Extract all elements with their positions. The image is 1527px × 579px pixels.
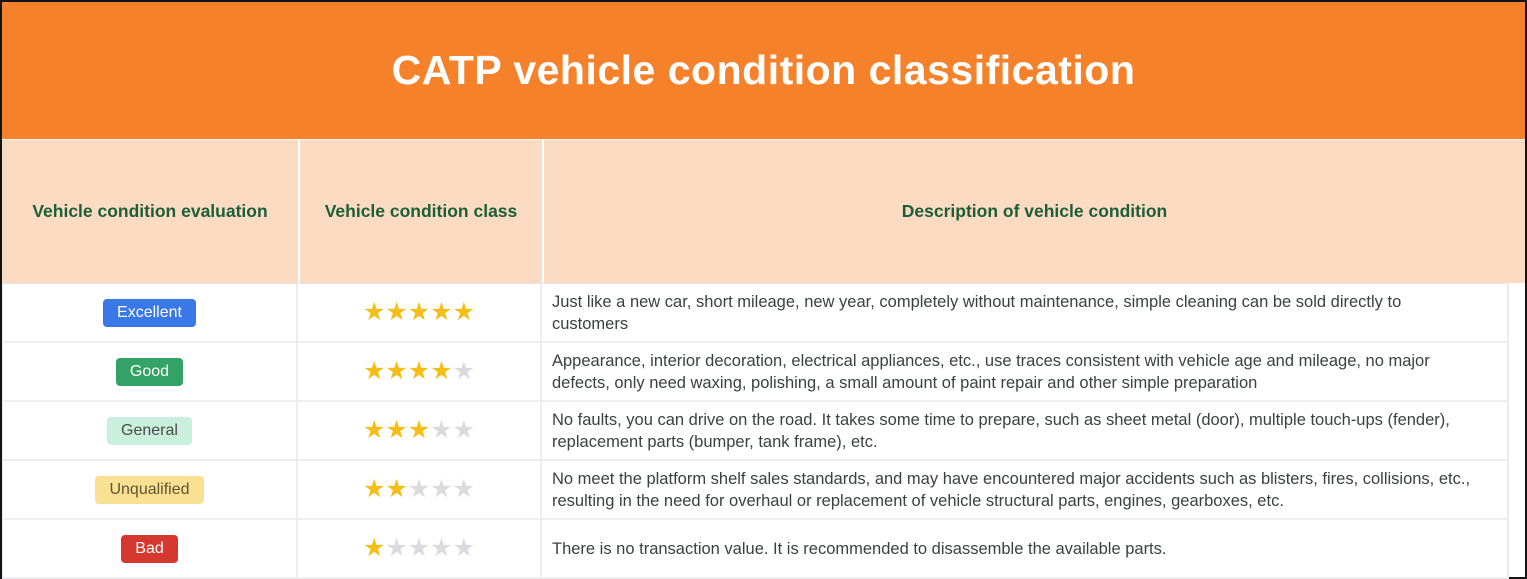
star-icon: ★ [430,534,453,562]
description-cell: There is no transaction value. It is recommended to disassemble the available parts. [552,539,1167,558]
star-icon: ★ [407,534,431,562]
star-rating [363,359,475,384]
evaluation-cell [3,284,298,341]
condition-badge: Unqualified [95,476,203,504]
star-icon: ★ [385,416,408,444]
condition-badge: Good [116,358,183,386]
star-icon: ★ [362,475,386,503]
app-banner [2,2,1525,140]
star-icon: ★ [430,416,453,444]
star-icon: ★ [430,298,453,326]
page-title: CATP vehicle condition classification [391,47,1136,93]
star-icon: ★ [362,534,386,562]
description-cell: No faults, you can drive on the road. It takes some time to prepare, such as sheet metal (door), multiple touch-ups (fender), replacement parts (bumper, tank frame), etc. [552,410,1450,451]
evaluation-cell [3,520,298,577]
class-cell [298,520,542,577]
header-cell-class: Vehicle condition class [298,140,542,283]
table-header [2,140,1525,283]
condition-badge: General [107,417,192,445]
star-icon: ★ [452,534,476,562]
star-icon: ★ [407,357,431,385]
star-icon: ★ [430,357,453,385]
table-body [2,283,1509,579]
condition-badge: Bad [121,535,177,563]
header-cell-description: Description of vehicle condition [542,140,1525,283]
star-icon: ★ [385,475,408,503]
evaluation-cell [3,343,298,400]
header-cell-evaluation: Vehicle condition evaluation [32,201,268,221]
condition-badge: Excellent [103,299,196,327]
star-icon: ★ [362,298,386,326]
description-cell: No meet the platform shelf sales standards, and may have encountered major accidents such as blisters, fires, collisions, etc., resulting in the need for overhaul or replacement of vehicle structural parts, engines, gearboxes, etc. [552,469,1471,510]
class-cell [298,284,542,341]
description-cell: Just like a new car, short mileage, new year, completely without maintenance, simple cleaning can be sold directly to customers [552,292,1402,333]
table-row [3,343,1507,402]
star-icon: ★ [385,534,408,562]
class-cell [298,402,542,459]
star-icon: ★ [452,357,476,385]
evaluation-cell [3,461,298,518]
class-cell [298,343,542,400]
star-icon: ★ [407,475,431,503]
star-rating [363,536,475,561]
star-icon: ★ [430,475,453,503]
star-icon: ★ [407,416,431,444]
star-icon: ★ [407,298,431,326]
table-row [3,520,1507,579]
star-icon: ★ [385,298,408,326]
star-rating [363,300,475,325]
star-rating [363,477,475,502]
description-cell: Appearance, interior decoration, electrical appliances, etc., use traces consistent with vehicle age and mileage, no major defects, only need waxing, polishing, a small amount of paint repair and other simple preparation [552,351,1430,392]
star-rating [363,418,475,443]
table-row [3,402,1507,461]
star-icon: ★ [362,357,386,385]
table-row [3,284,1507,343]
star-icon: ★ [452,475,476,503]
evaluation-cell [3,402,298,459]
star-icon: ★ [385,357,408,385]
table-row [3,461,1507,520]
star-icon: ★ [452,298,476,326]
star-icon: ★ [452,416,476,444]
class-cell [298,461,542,518]
star-icon: ★ [362,416,386,444]
